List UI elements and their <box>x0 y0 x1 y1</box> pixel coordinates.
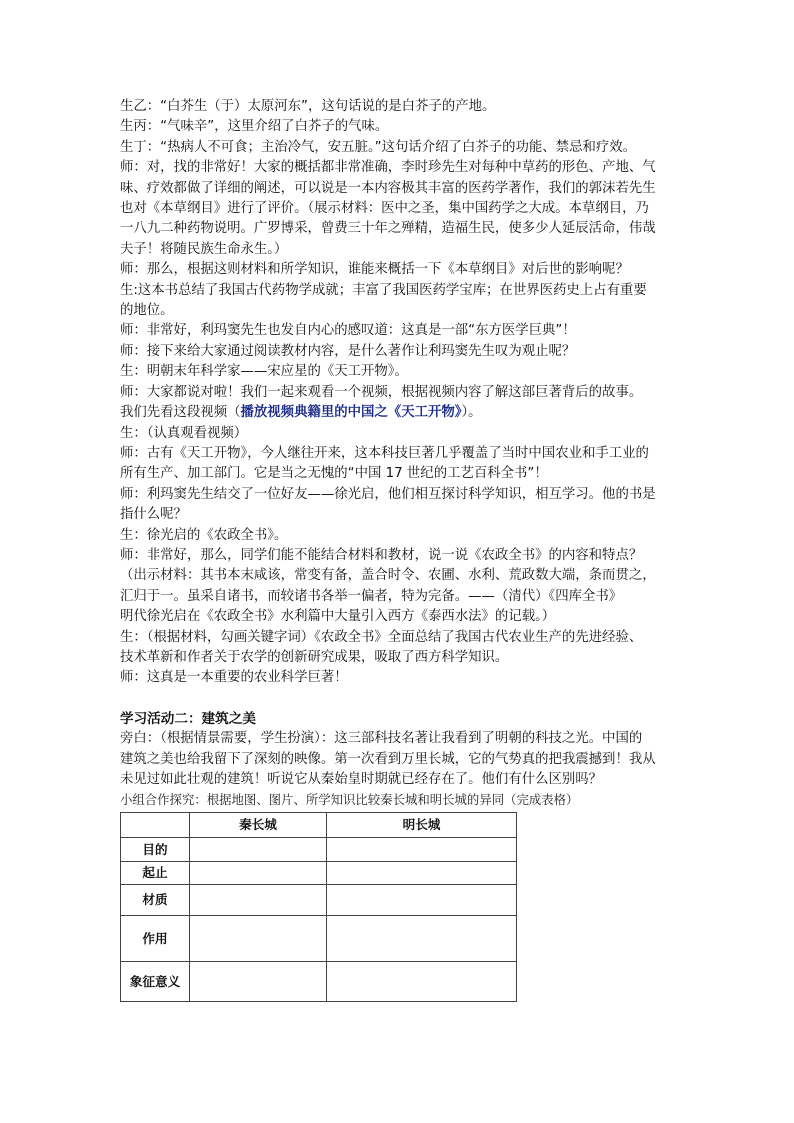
answer-cell[interactable] <box>327 838 517 862</box>
text-line: 生乙：“白芥生（于）太原河东”，这句话说的是白芥子的产地。 <box>120 99 496 114</box>
narration-block <box>120 729 680 790</box>
text-line: 师：这真是一本重要的农业科学巨著！ <box>120 670 348 686</box>
text-line: 师：利玛窦先生结交了一位好友——徐光启，他们相互探讨科学知识，相互学习。他的书是 <box>120 486 656 502</box>
text-line: 明代徐光启在《农政全书》水利篇中大量引入西方《泰西水法》的记载。） <box>120 609 556 625</box>
text-line: 所有生产、加工部门。它是当之无愧的“中国 17 世纪的工艺百科全书”！ <box>120 466 548 482</box>
text-line: 指什么呢？ <box>120 507 187 523</box>
text-line: 生：明朝末年科学家——宋应星的《天工开物》。 <box>120 364 408 380</box>
text-line: 味、疗效都做了详细的阐述，可以说是一本内容极其丰富的医药学著作，我们的郭沫若先生 <box>120 180 656 196</box>
text-line: 师：对，找的非常好！大家的概括都非常准确，李时珍先生对每种中草药的形色、产地、气 <box>120 160 656 176</box>
section-heading: 学习活动二：建筑之美 <box>120 710 256 727</box>
table-row <box>121 838 517 862</box>
answer-cell[interactable] <box>190 862 327 885</box>
answer-cell[interactable] <box>190 916 327 962</box>
text-line: 夫子！将随民族生命永生。） <box>120 241 288 257</box>
row-label: 目的 <box>121 838 190 862</box>
answer-cell[interactable] <box>190 962 327 1002</box>
answer-cell[interactable] <box>327 962 517 1002</box>
text-line: 生：徐光启的《农政全书》。 <box>120 527 288 543</box>
text-line: 未见过如此壮观的建筑！听说它从秦始皇时期就已经存在了。他们有什么区别吗？ <box>120 772 603 787</box>
text-line: 师：接下来给大家通过阅读教材内容，是什么著作让利玛窦先生叹为观止呢？ <box>120 343 576 359</box>
answer-cell[interactable] <box>327 885 517 916</box>
text-line: 建筑之美也给我留下了深刻的映像。第一次看到万里长城，它的气势真的把我震撼到！我从 <box>120 751 656 767</box>
answer-cell[interactable] <box>327 916 517 962</box>
dialogue-block-2 <box>120 424 680 689</box>
text-line: 师：非常好，那么，同学们能不能结合材料和教材，说一说《农政全书》的内容和特点？ <box>120 547 643 563</box>
answer-cell[interactable] <box>190 885 327 916</box>
row-label: 象征意义 <box>121 962 190 1002</box>
text-line: 生：（根据材料，勾画关键字词）《农政全书》全面总结了我国古代农业生产的先进经验、 <box>120 629 643 645</box>
text-line: 师：那么，根据这则材料和所学知识，谁能来概括一下《本草纲目》对后世的影响呢？ <box>120 262 629 278</box>
text-line: 的地位。 <box>120 303 174 319</box>
video-title-highlight: 播放视频典籍里的中国之《天工开物》 <box>240 405 462 421</box>
row-label: 作用 <box>121 916 190 962</box>
video-instruction-line <box>120 403 680 423</box>
text-line: 生:这本书总结了我国古代药物学成就；丰富了我国医药学宝库；在世界医药史上占有重要 <box>120 282 647 298</box>
text-line: 生丁：“热病人不可食；主治冷气，安五脏。”这句话介绍了白芥子的功能、禁忌和疗效。 <box>120 139 637 155</box>
table-header-cell <box>121 813 190 838</box>
comparison-table <box>120 812 517 1002</box>
video-line-prefix: 我们先看这段视频（ <box>120 405 241 421</box>
answer-cell[interactable] <box>190 838 327 862</box>
text-line: 生丙：“气味辛”，这里介绍了白芥子的气味。 <box>120 119 389 135</box>
table-header-row <box>121 813 517 838</box>
text-line: 也对《本草纲目》进行了评价。（展示材料：医中之圣，集中国药学之大成。本草纲目，乃 <box>120 201 649 217</box>
text-line: 旁白：（根据情景需要，学生扮演）：这三部科技名著让我看到了明朝的科技之光。中国的 <box>120 731 643 747</box>
text-line: 师：古有《天工开物》，今人继往开来，这本科技巨著几乎覆盖了当时中国农业和手工业的 <box>120 445 649 461</box>
video-line-suffix: ）。 <box>461 405 482 421</box>
table-row <box>121 862 517 885</box>
text-line: 生：（认真观看视频） <box>120 425 248 441</box>
row-label: 起止 <box>121 862 190 885</box>
group-task-line: 小组合作探究：根据地图、图片、所学知识比较秦长城和明长城的异同（完成表格） <box>120 792 579 808</box>
dialogue-block-1 <box>120 97 680 403</box>
table-row <box>121 962 517 1002</box>
table-header-cell: 秦长城 <box>190 813 327 838</box>
text-line: 师：非常好，利玛窦先生也发自内心的感叹道：这真是一部“东方医学巨典”！ <box>120 323 576 339</box>
text-line: （出示材料：其书本末咸该，常变有备，盖合时令、农圃、水利、荒政数大端，条而贯之， <box>120 568 656 584</box>
answer-cell[interactable] <box>327 862 517 885</box>
table-row <box>121 885 517 916</box>
text-line: 技术革新和作者关于农学的创新研究成果，吸取了西方科学知识。 <box>120 649 509 665</box>
row-label: 材质 <box>121 885 190 916</box>
text-line: 汇归于一。虽采自诸书，而较诸书各举一偏者，特为完备。——（清代）《四库全书》 <box>120 588 623 604</box>
table-header-cell: 明长城 <box>327 813 517 838</box>
text-line: 师：大家都说对啦！我们一起来观看一个视频，根据视频内容了解这部巨著背后的故事。 <box>120 384 643 400</box>
table-row <box>121 916 517 962</box>
text-line: 一八九二种药物说明。广罗博采，曾费三十年之殚精，造福生民，使多少人延辰活命，伟哉 <box>120 221 656 237</box>
document-page <box>120 97 680 1002</box>
